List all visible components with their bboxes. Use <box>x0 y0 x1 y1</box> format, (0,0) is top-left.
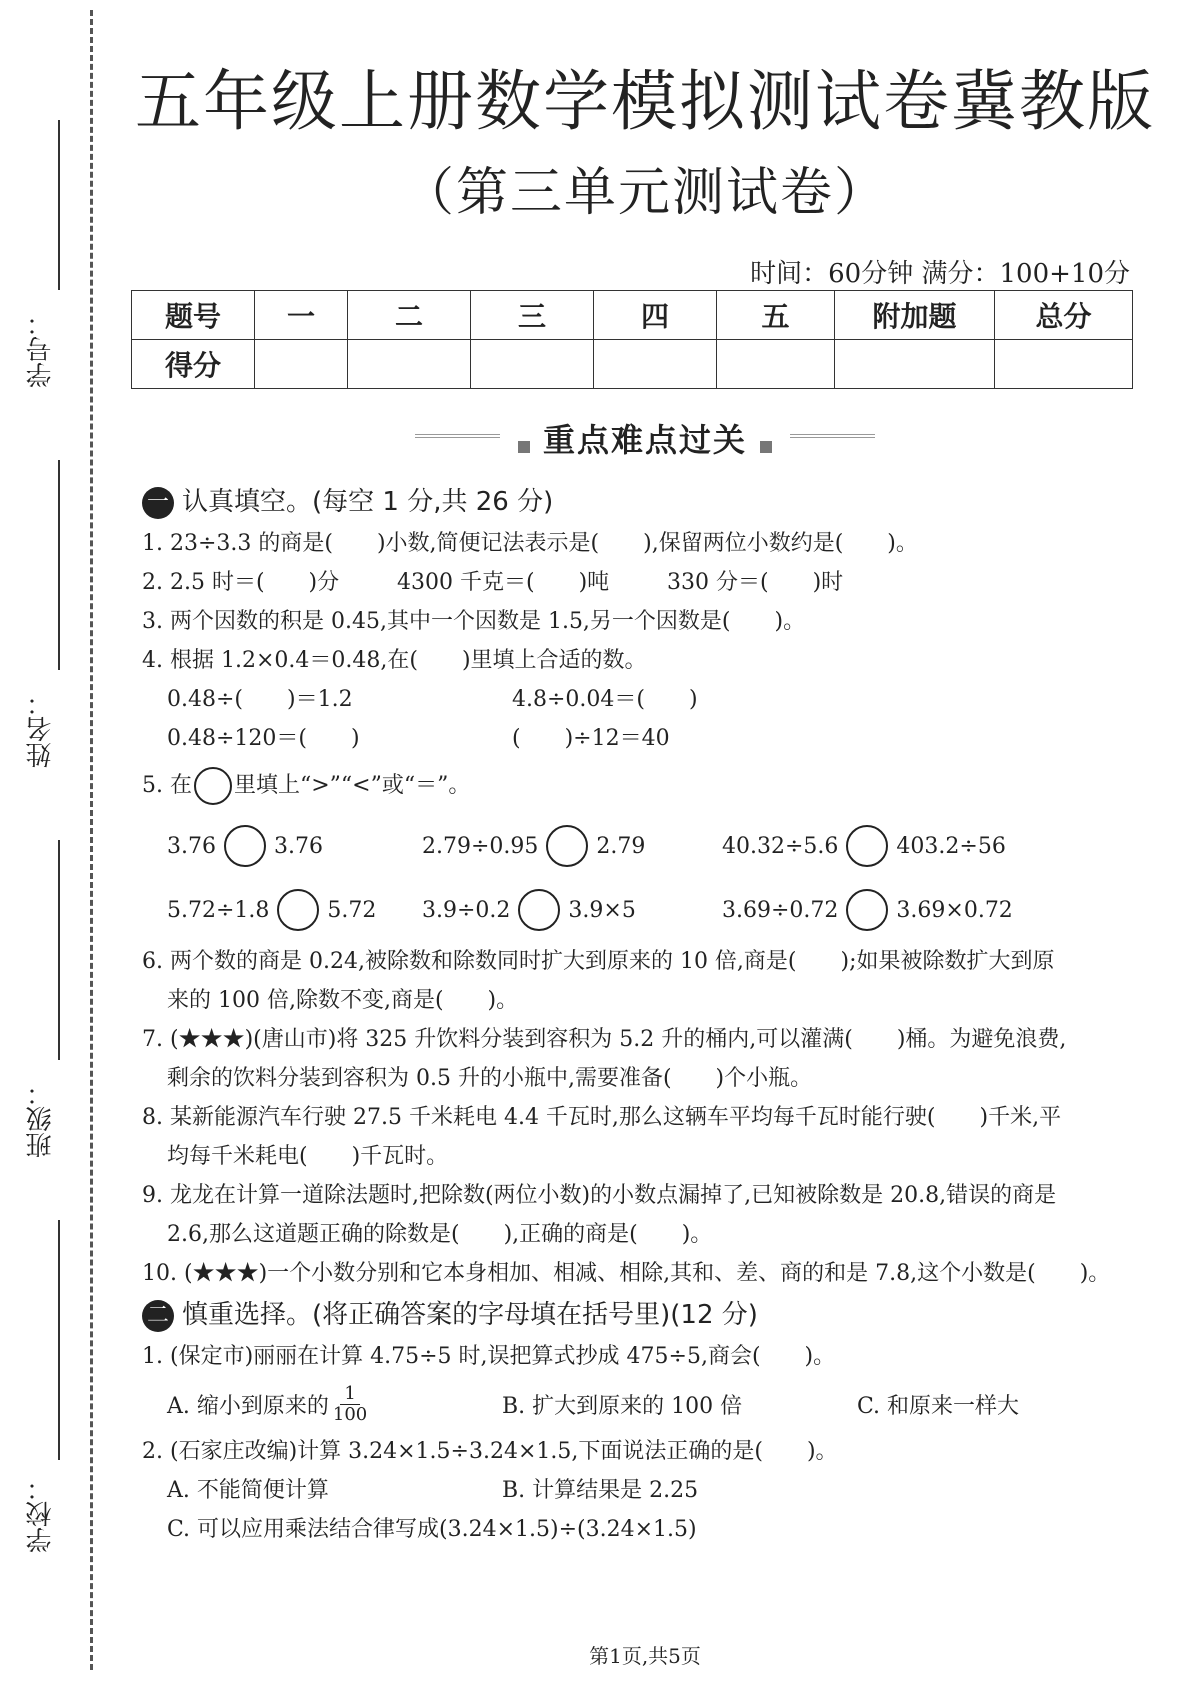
class-line <box>58 840 60 1060</box>
question: 9. 龙龙在计算一道除法题时,把除数(两位小数)的小数点漏掉了,已知被除数是 20.8,错误的商是 <box>142 1183 1057 1208</box>
question: 6. 两个数的商是 0.24,被除数和除数同时扩大到原来的 10 倍,商是( );如果被除数扩大到原 <box>142 949 1055 974</box>
score-header-cell: 三 <box>471 291 594 340</box>
binding-margin <box>0 0 95 1682</box>
compare-right: 3.76 <box>273 833 323 859</box>
compare-item <box>167 825 422 867</box>
banner-title: 重点难点过关 <box>542 421 747 459</box>
cut-line <box>90 10 93 1670</box>
answer-circle[interactable] <box>846 889 888 931</box>
question: 1. (保定市)丽丽在计算 4.75÷5 时,误把算式抄成 475÷5,商会( )。 <box>142 1344 836 1369</box>
answer-circle[interactable] <box>224 825 266 867</box>
option-a: A. 不能简便计算 <box>167 1478 329 1503</box>
student-id-label: 学号： <box>26 310 56 388</box>
option-a <box>167 1384 502 1425</box>
page-footer: 第1页,共5页 <box>589 1644 701 1668</box>
compare-item <box>722 889 1013 931</box>
option-c: C. 可以应用乘法结合律写成(3.24×1.5)÷(3.24×1.5) <box>167 1517 697 1542</box>
question-part: 0.48÷120＝( ) <box>167 726 360 751</box>
score-header-row <box>132 291 1133 340</box>
answer-circle[interactable] <box>518 889 560 931</box>
options-row <box>142 1376 1152 1432</box>
part-number-badge: 二 <box>142 1300 174 1332</box>
banner-square-icon <box>518 441 530 453</box>
question-part: 里填上“>”“<”或“＝”。 <box>233 773 471 798</box>
page-title: 五年级上册数学模拟测试卷冀教版 <box>135 63 1155 140</box>
banner-square-icon <box>760 441 772 453</box>
question-cont: 均每千米耗电( )千瓦时。 <box>167 1144 449 1169</box>
score-header-cell: 总分 <box>995 291 1133 340</box>
options-row <box>142 1471 1152 1510</box>
part-one-heading <box>142 480 1152 524</box>
fraction <box>333 1384 367 1425</box>
part-number-badge: 一 <box>142 487 174 519</box>
score-header-cell: 五 <box>717 291 835 340</box>
question-part: 0.48÷( )＝1.2 <box>167 687 353 712</box>
part-title: 认真填空。(每空 1 分,共 26 分) <box>182 487 554 517</box>
compare-left: 40.32÷5.6 <box>722 833 839 859</box>
compare-left: 3.76 <box>167 833 216 859</box>
answer-circle[interactable] <box>194 767 232 805</box>
score-header-cell: 一 <box>255 291 348 340</box>
score-header-cell: 题号 <box>132 291 255 340</box>
score-row-label: 得分 <box>132 340 255 389</box>
compare-right: 2.79 <box>596 833 646 859</box>
compare-right: 5.72 <box>327 897 377 923</box>
question-part: 4.8÷0.04＝( ) <box>512 687 698 712</box>
question-part: 5. 在 <box>142 773 192 798</box>
class-label: 班级： <box>26 1080 56 1158</box>
question-cont: 来的 100 倍,除数不变,商是( )。 <box>167 988 519 1013</box>
question: 7. (★★★)(唐山市)将 325 升饮料分装到容积为 5.2 升的桶内,可以灌满( )桶。为避免浪费, <box>142 1027 1067 1052</box>
question: 3. 两个因数的积是 0.45,其中一个因数是 1.5,另一个因数是( )。 <box>142 609 806 634</box>
compare-left: 3.9÷0.2 <box>422 897 511 923</box>
question-sub <box>142 719 1152 758</box>
score-table <box>131 290 1133 389</box>
compare-left: 5.72÷1.8 <box>167 897 270 923</box>
banner-rule-right <box>790 434 875 438</box>
question-part: 4300 千克＝( )吨 <box>397 570 610 595</box>
school-line <box>58 1220 60 1460</box>
option-text: A. 缩小到原来的 <box>167 1393 329 1419</box>
answer-circle[interactable] <box>846 825 888 867</box>
compare-item <box>422 825 722 867</box>
banner-rule-left <box>415 434 500 438</box>
compare-row <box>142 878 1152 942</box>
compare-item <box>167 889 422 931</box>
compare-row <box>142 814 1152 878</box>
score-cell[interactable] <box>471 340 594 389</box>
question <box>142 758 1152 814</box>
score-row <box>132 340 1133 389</box>
score-header-cell: 二 <box>348 291 471 340</box>
option-c: C. 和原来一样大 <box>857 1393 1020 1419</box>
score-header-cell: 四 <box>594 291 717 340</box>
question: 1. 23÷3.3 的商是( )小数,简便记法表示是( ),保留两位小数约是( )。 <box>142 531 918 556</box>
name-line <box>58 460 60 670</box>
question: 4. 根据 1.2×0.4＝0.48,在( )里填上合适的数。 <box>142 648 647 673</box>
compare-item <box>422 889 722 931</box>
question <box>142 563 1152 602</box>
question-part: ( )÷12＝40 <box>512 726 670 751</box>
part-two-heading <box>142 1293 1152 1337</box>
page-subtitle: （第三单元测试卷） <box>401 163 888 223</box>
question: 2. (石家庄改编)计算 3.24×1.5÷3.24×1.5,下面说法正确的是( )。 <box>142 1439 838 1464</box>
school-label: 学校： <box>26 1475 56 1553</box>
compare-item <box>722 825 1006 867</box>
fraction-numerator: 1 <box>340 1384 359 1405</box>
answer-circle[interactable] <box>546 825 588 867</box>
question-cont: 剩余的饮料分装到容积为 0.5 升的小瓶中,需要准备( )个小瓶。 <box>167 1066 813 1091</box>
student-id-line <box>58 120 60 290</box>
answer-circle[interactable] <box>277 889 319 931</box>
time-info: 时间：60分钟 满分：100+10分 <box>750 259 1130 289</box>
compare-left: 3.69÷0.72 <box>722 897 839 923</box>
section-banner <box>415 415 875 459</box>
option-b: B. 计算结果是 2.25 <box>502 1478 699 1503</box>
score-header-cell: 附加题 <box>835 291 995 340</box>
questions <box>142 480 1152 1549</box>
question-part: 330 分＝( )时 <box>667 570 844 595</box>
question-sub <box>142 680 1152 719</box>
compare-left: 2.79÷0.95 <box>422 833 539 859</box>
score-cell[interactable] <box>717 340 835 389</box>
question-part: 2. 2.5 时＝( )分 <box>142 570 340 595</box>
compare-right: 403.2÷56 <box>896 833 1006 859</box>
option-b: B. 扩大到原来的 100 倍 <box>502 1393 743 1419</box>
score-cell[interactable] <box>835 340 995 389</box>
question: 10. (★★★)一个小数分别和它本身相加、相减、相除,其和、差、商的和是 7.8,这个小数是( )。 <box>142 1261 1111 1286</box>
compare-right: 3.9×5 <box>568 897 636 923</box>
score-cell[interactable] <box>348 340 471 389</box>
compare-right: 3.69×0.72 <box>896 897 1013 923</box>
score-cell[interactable] <box>255 340 348 389</box>
name-label: 姓名： <box>26 690 56 768</box>
fraction-denominator: 100 <box>332 1403 368 1425</box>
score-cell[interactable] <box>594 340 717 389</box>
score-cell[interactable] <box>995 340 1133 389</box>
question: 8. 某新能源汽车行驶 27.5 千米耗电 4.4 千瓦时,那么这辆车平均每千瓦时能行驶( )千米,平 <box>142 1105 1062 1130</box>
part-title: 慎重选择。(将正确答案的字母填在括号里)(12 分) <box>182 1300 758 1330</box>
question-cont: 2.6,那么这道题正确的除数是( ),正确的商是( )。 <box>167 1222 713 1247</box>
